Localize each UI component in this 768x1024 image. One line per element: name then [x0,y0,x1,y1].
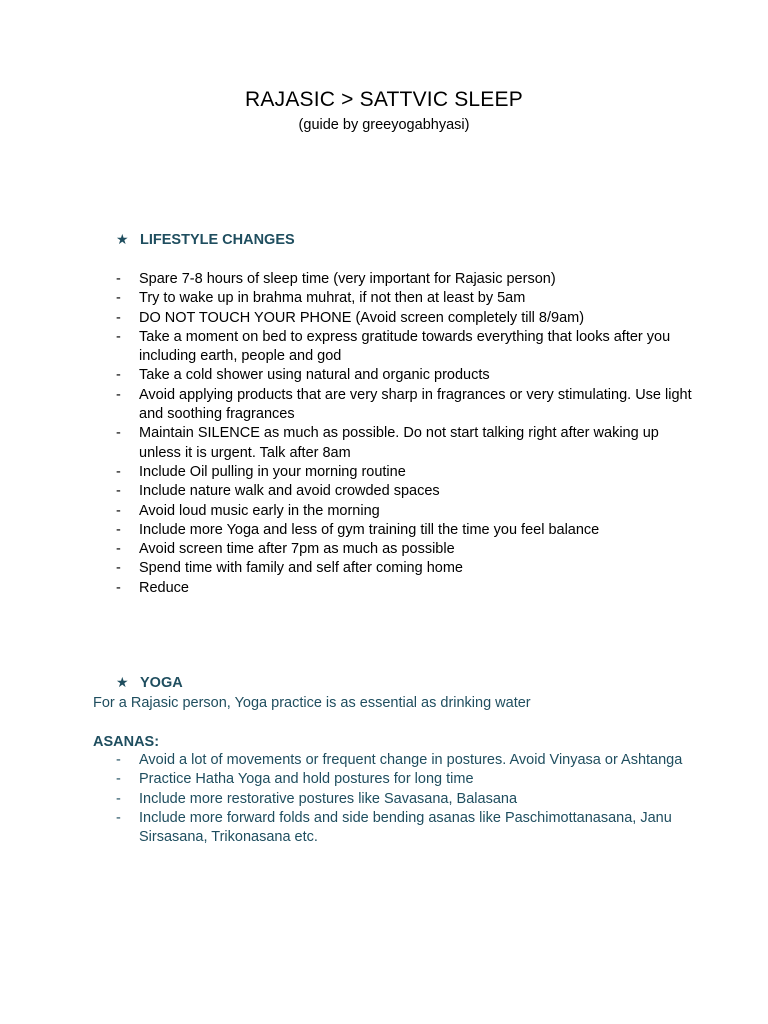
list-item [116,386,696,425]
list-item-text: Avoid loud music early in the morning [139,502,380,519]
list-item [116,540,696,559]
list-item [116,502,696,521]
list-item-text: Include more forward folds and side bending asanas like Paschimottanasana, Janu Sirsasana, Trikonasana etc. [139,809,672,846]
yoga-section-heading [116,674,183,693]
list-item [116,809,696,848]
star-icon: ★ [116,675,129,691]
dash-bullet: - [116,771,121,788]
list-item-text: DO NOT TOUCH YOUR PHONE (Avoid screen completely till 8/9am) [139,309,585,326]
list-item [116,559,696,578]
list-item-text: Spare 7-8 hours of sleep time (very important for Rajasic person) [139,271,556,287]
list-item [116,366,696,385]
document-subtitle: (guide by greeyogabhyasi) [298,117,470,133]
lifestyle-section-heading [116,231,295,250]
dash-bullet: - [116,367,121,384]
list-item-text: Avoid screen time after 7pm as much as possible [139,541,455,558]
list-item [116,328,696,367]
dash-bullet: - [116,521,121,538]
dash-bullet: - [116,386,121,403]
list-item [116,309,696,328]
dash-bullet: - [116,541,121,558]
list-item [116,751,696,770]
dash-bullet: - [116,809,121,826]
dash-bullet: - [116,752,121,768]
list-item-text: Take a cold shower using natural and organic products [139,367,490,384]
dash-bullet: - [116,483,121,500]
list-item-text: Spend time with family and self after coming home [139,560,463,577]
lifestyle-heading-label: LIFESTYLE CHANGES [140,232,295,248]
list-item-text: Try to wake up in brahma muhrat, if not then at least by 5am [139,290,526,307]
dash-bullet: - [116,579,121,596]
list-item [116,579,696,598]
dash-bullet: - [116,790,121,807]
dash-bullet: - [116,502,121,519]
list-item [116,790,696,809]
yoga-heading-label: YOGA [140,675,183,691]
asanas-label: ASANAS: [93,734,160,750]
document-title: RAJASIC > SATTVIC SLEEP [245,88,523,111]
star-icon: ★ [116,232,129,248]
list-item-text: Avoid a lot of movements or frequent change in postures. Avoid Vinyasa or Ashtanga [139,752,683,768]
list-item-text: Include nature walk and avoid crowded spaces [139,483,440,500]
dash-bullet: - [116,463,121,480]
list-item [116,270,696,289]
list-item [116,770,696,789]
yoga-intro-text: For a Rajasic person, Yoga practice is as essential as drinking water [93,695,531,711]
lifestyle-list [116,270,696,598]
list-item-text: Take a moment on bed to express gratitude towards everything that looks after you including earth, people and god [139,328,671,365]
list-item-text: Include more restorative postures like Savasana, Balasana [139,790,518,807]
list-item [116,521,696,540]
list-item-text: Include Oil pulling in your morning routine [139,463,406,480]
list-item-text: Practice Hatha Yoga and hold postures for long time [139,771,474,788]
list-item-text: Include more Yoga and less of gym training till the time you feel balance [139,521,600,538]
dash-bullet: - [116,271,121,287]
dash-bullet: - [116,290,121,307]
list-item [116,463,696,482]
list-item [116,424,696,463]
list-item [116,289,696,308]
list-item [116,482,696,501]
list-item-text: Avoid applying products that are very sharp in fragrances or very stimulating. Use light and soothing fragrances [139,386,692,423]
dash-bullet: - [116,309,121,326]
list-item-text: Maintain SILENCE as much as possible. Do not start talking right after waking up unless it is urgent. Talk after 8am [139,425,659,461]
dash-bullet: - [116,560,121,577]
list-item-text: Reduce [139,579,189,596]
dash-bullet: - [116,425,121,442]
dash-bullet: - [116,328,121,345]
asanas-list [116,751,696,847]
